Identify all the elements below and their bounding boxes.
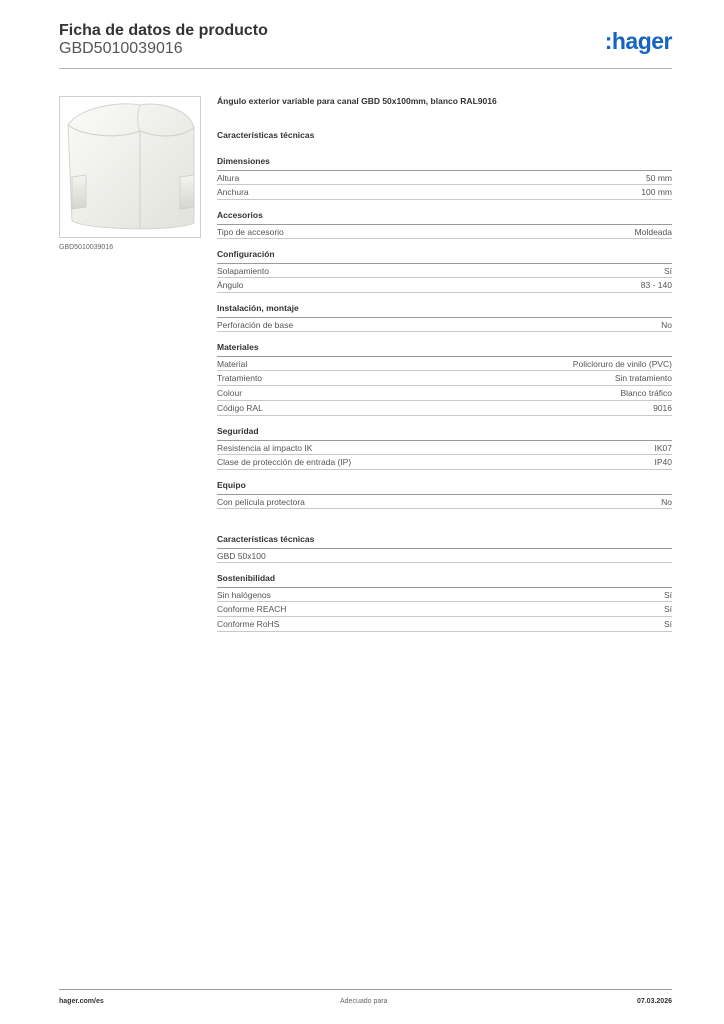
spec-label: Código RAL [217, 403, 263, 413]
spec-label: Clase de protección de entrada (IP) [217, 457, 352, 467]
section-title-equipo: Equipo [217, 480, 246, 490]
spec-row [217, 440, 672, 455]
section-title-configuracion: Configuración [217, 249, 275, 259]
spec-value: Sí [663, 619, 672, 629]
product-illustration [60, 97, 200, 237]
spec-content [217, 96, 672, 632]
spec-label: Con película protectora [217, 496, 305, 507]
spec-label: Resistencia al impacto IK [217, 442, 313, 453]
footer-date: 07.03.2026 [636, 998, 672, 1005]
section-title-materiales: Materiales [217, 342, 259, 352]
logo-colon: : [604, 28, 612, 54]
spec-row [217, 602, 672, 617]
spec-row [217, 386, 672, 401]
spec-row [217, 494, 672, 509]
spec-label: Material [217, 358, 248, 369]
spec-value: Policloruro de vinilo (PVC) [572, 358, 672, 369]
spec-row [217, 278, 672, 293]
spec-label: Conforme RoHS [217, 619, 280, 629]
spec-row [217, 455, 672, 470]
image-caption: GBD5010039016 [59, 244, 114, 251]
product-description: Ángulo exterior variable para canal GBD 50x100mm, blanco RAL9016 [217, 96, 497, 106]
spec-label: Solapamiento [217, 265, 269, 276]
section-title-dimensiones: Dimensiones [217, 156, 270, 166]
spec-value: Moldeada [634, 226, 672, 237]
section-title-caracteristicas: Características técnicas [217, 534, 315, 544]
footer-website-link[interactable]: hager.com/es [59, 998, 104, 1005]
spec-value: 50 mm [646, 172, 672, 183]
spec-row [217, 185, 672, 200]
spec-label: Conforme REACH [217, 604, 287, 614]
product-image [59, 96, 201, 238]
spec-value: Sin tratamiento [614, 373, 672, 383]
spec-value: No [661, 319, 672, 330]
product-code: GBD5010039016 [59, 40, 183, 57]
spec-row [217, 263, 672, 278]
spec-row [217, 617, 672, 632]
spec-value: Sí [663, 265, 672, 276]
spec-label: Perforación de base [217, 319, 294, 330]
spec-value: 100 mm [641, 187, 672, 197]
spec-label: Ángulo [217, 280, 244, 290]
section-title-sostenibilidad: Sostenibilidad [217, 573, 276, 583]
spec-value: 9016 [653, 403, 672, 413]
section-title-instalacion: Instalación, montaje [217, 303, 299, 313]
spec-row [217, 170, 672, 185]
header-divider [59, 68, 672, 69]
spec-row [217, 587, 672, 602]
spec-value: No [661, 496, 672, 507]
spec-label: Sin halógenos [217, 589, 271, 600]
spec-label: Tipo de accesorio [217, 226, 284, 237]
spec-label: Colour [217, 388, 243, 398]
spec-value: IP40 [654, 457, 672, 467]
spec-row [217, 224, 672, 239]
logo-text: hager [611, 28, 672, 54]
footer-divider [59, 989, 672, 990]
spec-value: 83 - 140 [640, 280, 672, 290]
spec-value: Blanco tráfico [620, 388, 672, 398]
spec-row [217, 356, 672, 371]
spec-label: Anchura [217, 187, 249, 197]
spec-label: Tratamiento [217, 373, 263, 383]
spec-row [217, 548, 672, 563]
hager-logo [605, 28, 672, 55]
spec-row [217, 401, 672, 416]
spec-label: Altura [217, 172, 240, 183]
spec-value: IK07 [654, 442, 672, 453]
spec-row [217, 317, 672, 332]
spec-row [217, 371, 672, 386]
spec-label: GBD 50x100 [217, 550, 266, 561]
tech-heading: Características técnicas [217, 130, 315, 140]
section-title-seguridad: Seguridad [217, 426, 259, 436]
section-title-accesorios: Accesorios [217, 210, 263, 220]
page-header [59, 22, 672, 70]
spec-value: Sí [663, 604, 672, 614]
footer-center-text: Adecuado para [340, 998, 388, 1005]
page-title: Ficha de datos de producto [59, 22, 268, 39]
spec-value: Sí [663, 589, 672, 600]
